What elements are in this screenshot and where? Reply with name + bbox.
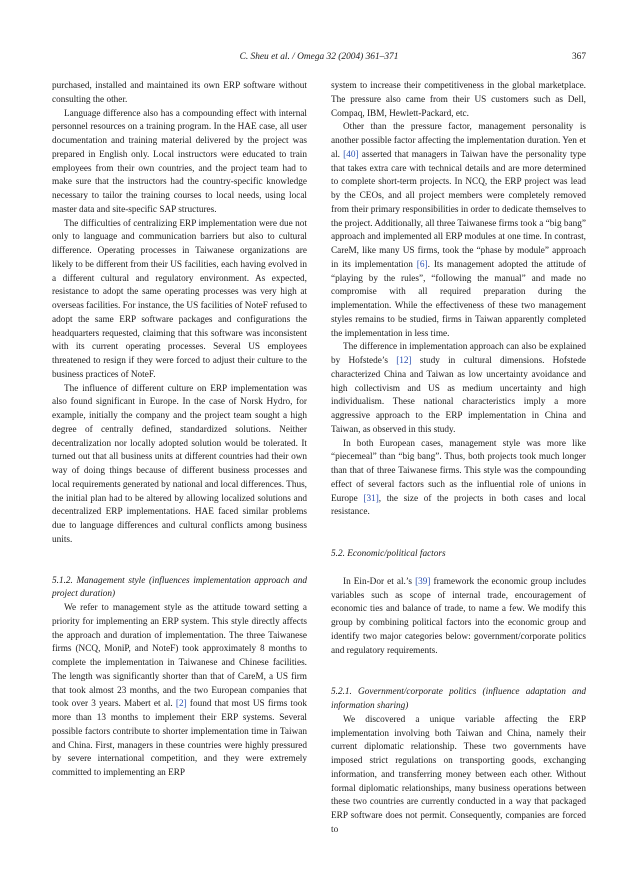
text: In both European cases, management style was more like “piecemeal” than “big bang”. Thus, both projects took much longer than that of three Taiwanese firms. This style was the compounding effect of several factors such as the influential role of unions in Europe	[331, 438, 586, 504]
text: , the size of the projects in both cases and local resistance.	[331, 493, 586, 518]
text: We refer to management style as the attitude toward setting a priority for implementing an ERP system. This style directly affects the approach and duration of implementation. The three Taiwanese firms (NCQ, MoniP, and NoteF) took approximately 8 months to complete the implementation in Taiwanese and Chinese facilities. The length was significantly shorter than that of CareM, a US firm that took almost 23 months, and the two European companies that took over 3 years. Mabert et al.	[52, 603, 307, 710]
right-column	[331, 80, 586, 838]
citation-link[interactable]: [31]	[363, 493, 379, 504]
paragraph	[331, 341, 586, 437]
text: framework the economic group includes variables such as scope of internal trade, encouragement of economic ties and balance of trade, to name a few. We modify this group by combining political factors into the economic group and identify two major categories below: government/corporate politics and regulatory requirements.	[331, 576, 586, 656]
citation-link[interactable]: [6]	[416, 259, 428, 270]
section-heading: 5.2.1. Government/corporate politics (influence adaptation and information sharing)	[331, 687, 586, 711]
text: In Ein-Dor et al.’s	[343, 576, 416, 587]
paragraph	[331, 438, 586, 521]
paragraph	[331, 576, 586, 659]
paragraph: The influence of different culture on ERP implementation was also found significant in Europe. In the case of Norsk Hydro, for example, initially the company and the project team sought a high degree of centrally defined, standardized solutions. Neither decentralization nor locally adopted solution would be tolerated. It turned out that all business units at different countries had their own way of doing things because of different business processes and local requirements generated by national and local differences. Thus, the initial plan had to be altered by allowing localized solutions and decentralized ERP implementations. HAE faced similar problems due to language differences and cultural conflicts among business units.	[52, 383, 307, 545]
paragraph: system to increase their competitiveness in the global marketplace. The pressure also came from their US customers such as Dell, Compaq, IBM, Hewlett-Packard, etc.	[331, 81, 586, 119]
paragraph: The difficulties of centralizing ERP implementation were due not only to language and communication barriers but also to cultural difference. Operating processes in Taiwanese organizations are likely to be different from their US facilities, each having evolved in a different cultural and regulatory environment. As expected, resistance to adopt the same operating processes was very high at overseas facilities. For instance, the US facilities of NoteF refused to adopt the same ERP software packages and configurations the headquarters requested, claiming that this software was inconsistent with its current operating processes. Several US employees threatened to resign if they were forced to adjust their culture to the business practices of NoteF.	[52, 218, 307, 380]
text: The difference in implementation approach can also be explained by Hofstede’s	[331, 342, 586, 366]
spacer	[331, 658, 586, 686]
paragraph	[331, 121, 586, 341]
spacer	[331, 562, 586, 576]
running-head: C. Sheu et al. / Omega 32 (2004) 361–371	[239, 52, 399, 62]
text: asserted that managers in Taiwan have the personality type that takes extra care with technical details and are more determined to complete short-term projects. In NCQ, the ERP project was lead by the CEOs, and all project members were completely removed from their primary responsibilities in order to dedicate themselves to the project. Additionally, all three Taiwanese firms took a “big bang” approach and implemented all ERP modules at one time. In contrast, CareM, like many US firms, took the “phase by module” approach in its implementation	[331, 149, 586, 270]
spacer	[52, 548, 307, 575]
paragraph	[52, 602, 307, 781]
text: Other than the pressure factor, management personality is another possible factor affecting the implementation duration. Yen et al.	[331, 122, 586, 160]
paragraph: Language difference also has a compounding effect with internal personnel resources on a training program. In the HAE case, all user documentation and training material delivered by the project was prepared in English only. Local instructors were educated to train employees from their own countries, and the project team had to make sure that the instructors had the country-specific knowledge necessary to tailor the training courses to local needs, using local master data and site-specific SAP structures.	[52, 108, 307, 215]
left-column	[52, 80, 307, 781]
page-header	[52, 52, 586, 66]
paragraph: We discovered a unique variable affecting the ERP implementation involving both Taiwan and China, namely their current diplomatic relationship. These two governments have imposed strict regulations on transporting goods, exchanging information, and transferring money between each other. Without formal diplomatic relationships, many business operations between these two countries are currently conducted in a way that packaged ERP software does not permit. Consequently, companies are forced to	[331, 714, 586, 835]
citation-link[interactable]: [12]	[396, 356, 412, 366]
paragraph: purchased, installed and maintained its own ERP software without consulting the other.	[52, 81, 307, 105]
text: study in cultural dimensions. Hofstede characterized China and Taiwan as low uncertainty avoidance and high collectivism and US as medium uncertainty and high individualism. These national characteristics imply a more aggressive approach to the ERP implementation in China and Taiwan, as observed in this study.	[331, 356, 586, 435]
citation-link[interactable]: [39]	[415, 576, 431, 587]
text: found that most US firms took more than 13 months to implement their ERP systems. Several possible factors contribute to shorter implementation time in Taiwan and China. First, managers in these countries were highly pressured by severe international competition, and they were extremely committed to implementing an ERP	[52, 699, 307, 778]
section-heading: 5.1.2. Management style (influences implementation approach and project duration)	[52, 575, 307, 600]
spacer	[331, 520, 586, 548]
citation-link[interactable]: [2]	[175, 699, 187, 710]
section-heading: 5.2. Economic/political factors	[331, 549, 446, 559]
text: . Its management adopted the attitude of “playing by the rules”, “following the manual” and made no compromise with all required preparation during the implementation. While the effectiveness of these two management styles remains to be studied, firms in Taiwan apparently completed the implementation in less time.	[331, 259, 586, 339]
page-number: 367	[571, 52, 586, 62]
citation-link[interactable]: [40]	[343, 149, 359, 160]
